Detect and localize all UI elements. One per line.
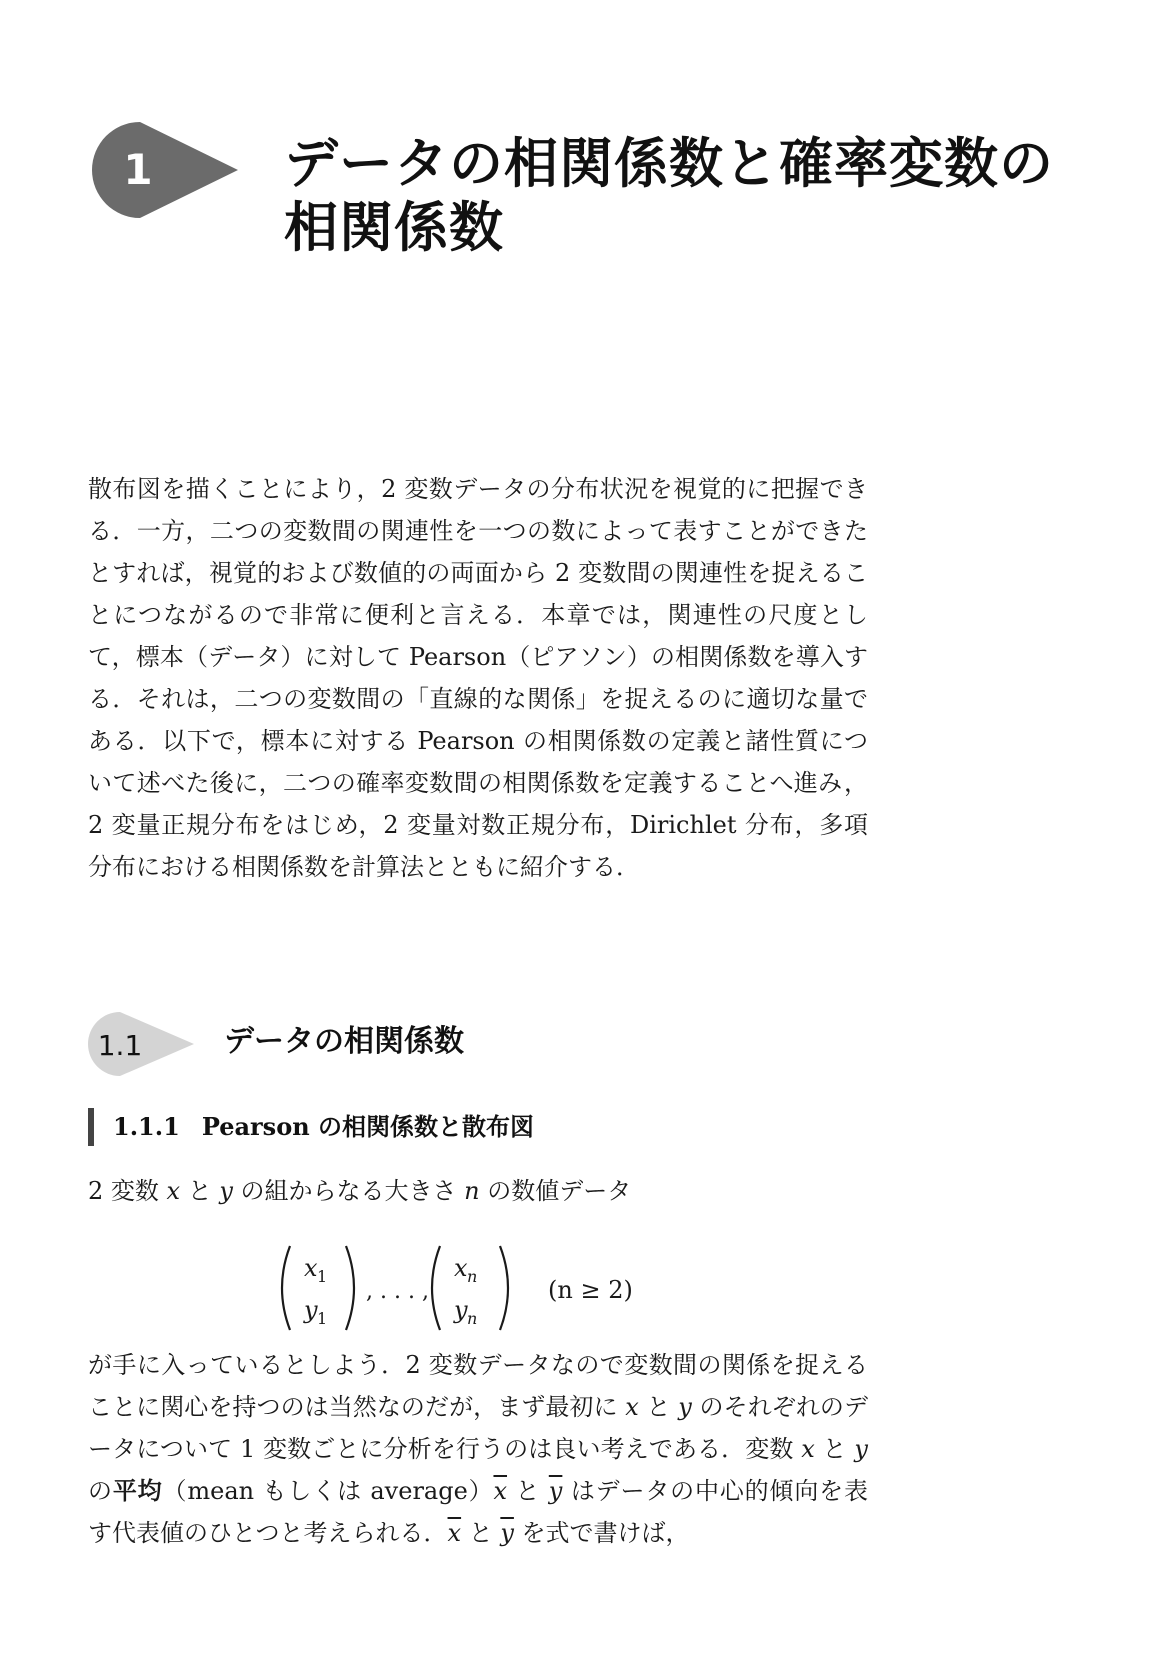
svg-text:y: y [304, 1296, 318, 1324]
subsection-title: Pearson の相関係数と散布図 [201, 1112, 535, 1141]
chapter-badge [88, 118, 248, 222]
svg-text:x: x [304, 1254, 318, 1282]
data-vectors-equation [280, 1238, 700, 1338]
svg-text:1: 1 [317, 1267, 328, 1286]
body-paragraph: が手に入っているとしよう．2 変数データなので変数間の関係を捉えることに関心を持つのは当然なのだが，まず最初に x と y のそれぞれのデータについて 1 変数ごとに分析を行うのは良い考えである．変数 x と y の平均（mean もしくは $average)\overline{x}$ と $\overline{y}$ はデータの中心的傾向を表す代表値のひとつと考えられる．$\overline{x}$ と $\overline{y}$ を式で書けば， [88, 1351, 869, 1547]
subsection-heading [113, 1108, 534, 1146]
svg-text:1: 1 [317, 1309, 328, 1328]
chapter-title: データの相関係数と確率変数の相関係数 [284, 132, 1054, 259]
svg-text:, . . . ,: , . . . , [366, 1279, 429, 1304]
lead-sentence: 2 変数 x と y の組からなる大きさ n の数値データ [88, 1177, 632, 1205]
chapter-number: 1 [123, 145, 153, 194]
section-number: 1.1 [97, 1029, 143, 1062]
svg-text:y: y [454, 1296, 468, 1324]
svg-text:x: x [454, 1254, 468, 1282]
svg-text:(n ≥ 2): (n ≥ 2) [548, 1276, 633, 1304]
subsection-number: 1.1.1 [113, 1112, 180, 1141]
section-title: データの相関係数 [224, 1024, 464, 1059]
term-mean: 平均 [112, 1476, 163, 1505]
subsection-marker [88, 1108, 94, 1146]
svg-text:n: n [467, 1309, 478, 1328]
svg-text:n: n [467, 1267, 478, 1286]
section-badge [88, 1010, 200, 1078]
intro-paragraph: 散布図を描くことにより，2 変数データの分布状況を視覚的に把握できる．一方，二つの変数間の関連性を一つの数によって表すことができたとすれば，視覚的および数値的の両面から 2 変数間の関連性を捉えることにつながるので非常に便利と言える．本章では，関連性の尺度として，標本（データ）に対して Pearson（ピアソン）の相関係数を導入する．それは，二つの変数間の「直線的な関係」を捉えるのに適切な量である．以下で，標本に対する Pearson の相関係数の定義と諸性質について述べた後に，二つの確率変数間の相関係数を定義することへ進み，2 変量正規分布をはじめ，2 変量対数正規分布，Dirichlet 分布，多項分布における相関係数を計算法とともに紹介する． [88, 475, 868, 881]
